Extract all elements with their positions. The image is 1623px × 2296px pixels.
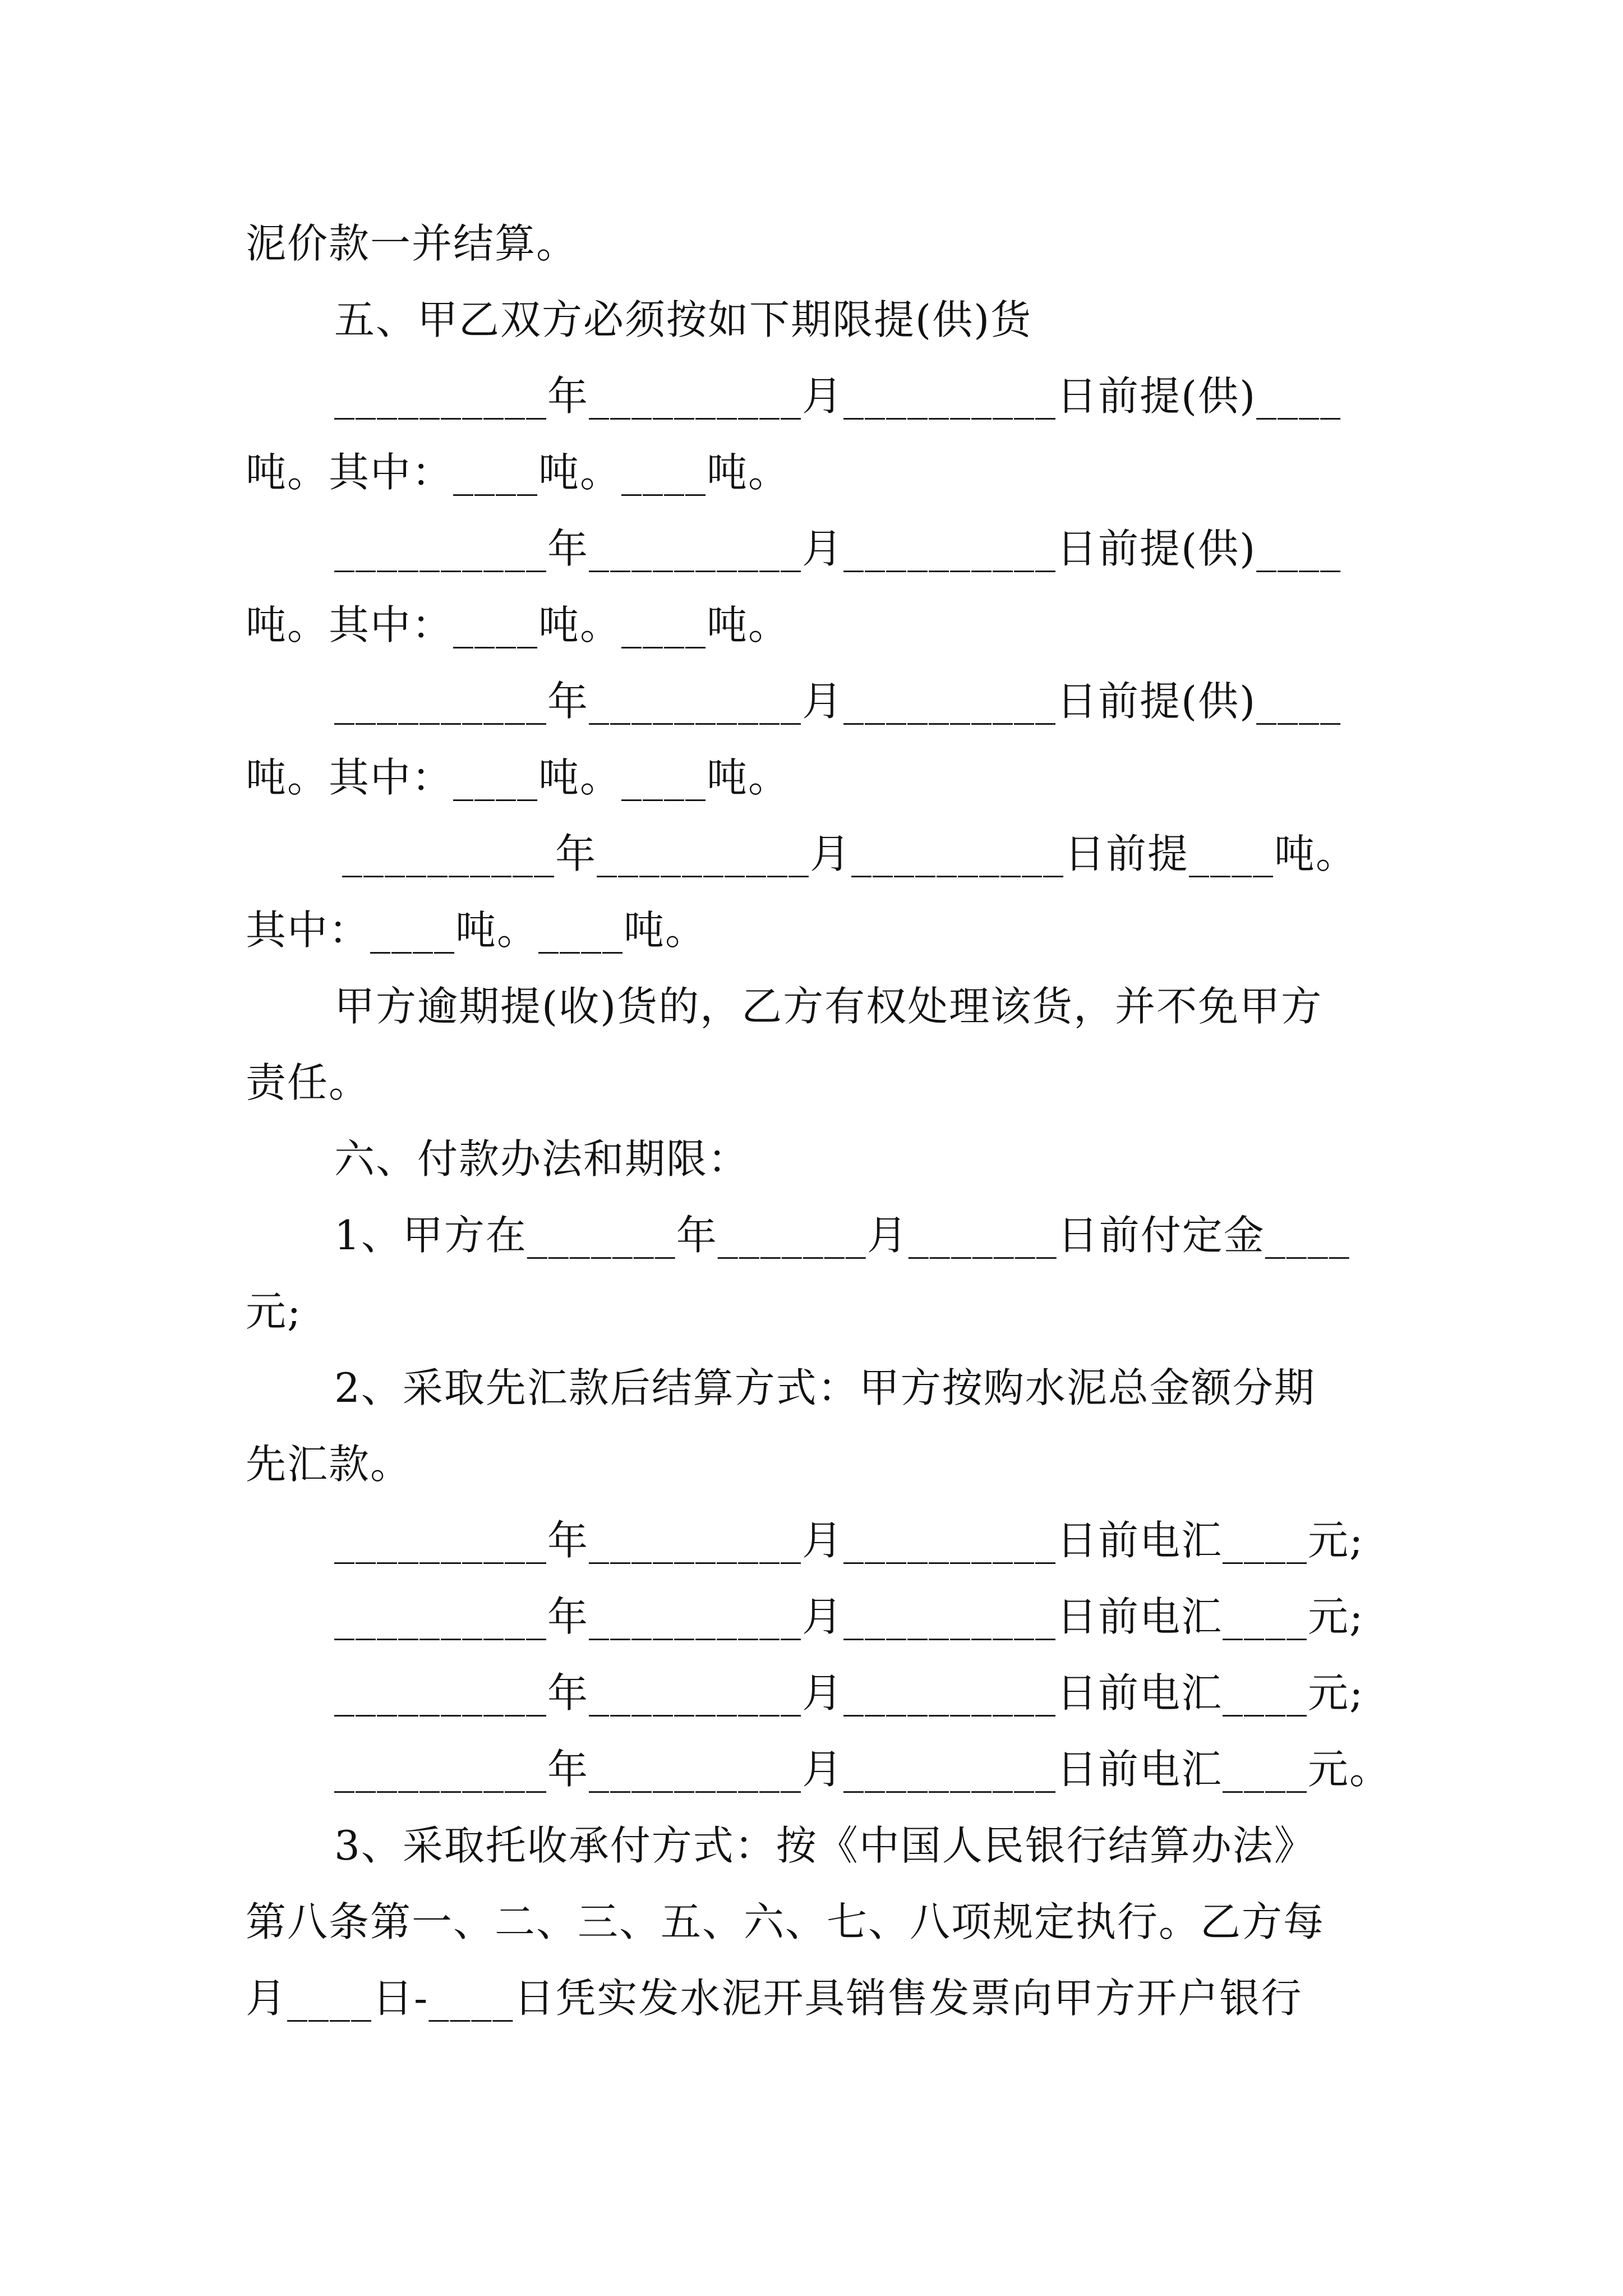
text-line: 2、采取先汇款后结算方式：甲方按购水泥总金额分期 xyxy=(334,1364,1316,1411)
text-line: 责任。 xyxy=(246,1059,371,1106)
text-line: 第八条第一、二、三、五、六、七、八项规定执行。乙方每 xyxy=(246,1898,1325,1945)
section-heading: 五、甲乙双方必须按如下期限提(供)货 xyxy=(334,296,1032,343)
text-line: __________年__________月__________日前提(供)____ xyxy=(334,372,1342,420)
text-line: 1、甲方在_______年_______月_______日前付定金____ xyxy=(334,1212,1350,1259)
text-line: 月____日-____日凭实发水泥开具销售发票向甲方开户银行 xyxy=(246,1975,1303,2022)
text-line: __________年__________月__________日前电汇____元; xyxy=(334,1593,1364,1640)
text-line: __________年__________月__________日前电汇____元; xyxy=(334,1669,1364,1717)
text-line: __________年__________月__________日前提(供)____ xyxy=(334,525,1342,572)
text-line: 元; xyxy=(246,1288,302,1335)
text-line: __________年__________月__________日前电汇____元。 xyxy=(334,1746,1391,1793)
text-line: 吨。其中：____吨。____吨。 xyxy=(246,601,790,648)
text-line: 其中：____吨。____吨。 xyxy=(246,907,707,954)
text-line: __________年__________月__________日前提(供)____ xyxy=(334,678,1342,725)
text-line: __________年__________月__________日前提____吨。 xyxy=(342,830,1358,877)
text-line: 先汇款。 xyxy=(246,1441,412,1488)
text-line: 吨。其中：____吨。____吨。 xyxy=(246,754,790,801)
text-line: __________年__________月__________日前电汇____元; xyxy=(334,1517,1364,1564)
text-line: 3、采取托收承付方式：按《中国人民银行结算办法》 xyxy=(334,1822,1316,1869)
text-line: 泥价款一并结算。 xyxy=(246,220,578,267)
section-heading: 六、付款办法和期限： xyxy=(334,1135,750,1182)
text-line: 吨。其中：____吨。____吨。 xyxy=(246,449,790,496)
text-line: 甲方逾期提(收)货的，乙方有权处理该货，并不免甲方 xyxy=(334,983,1323,1030)
